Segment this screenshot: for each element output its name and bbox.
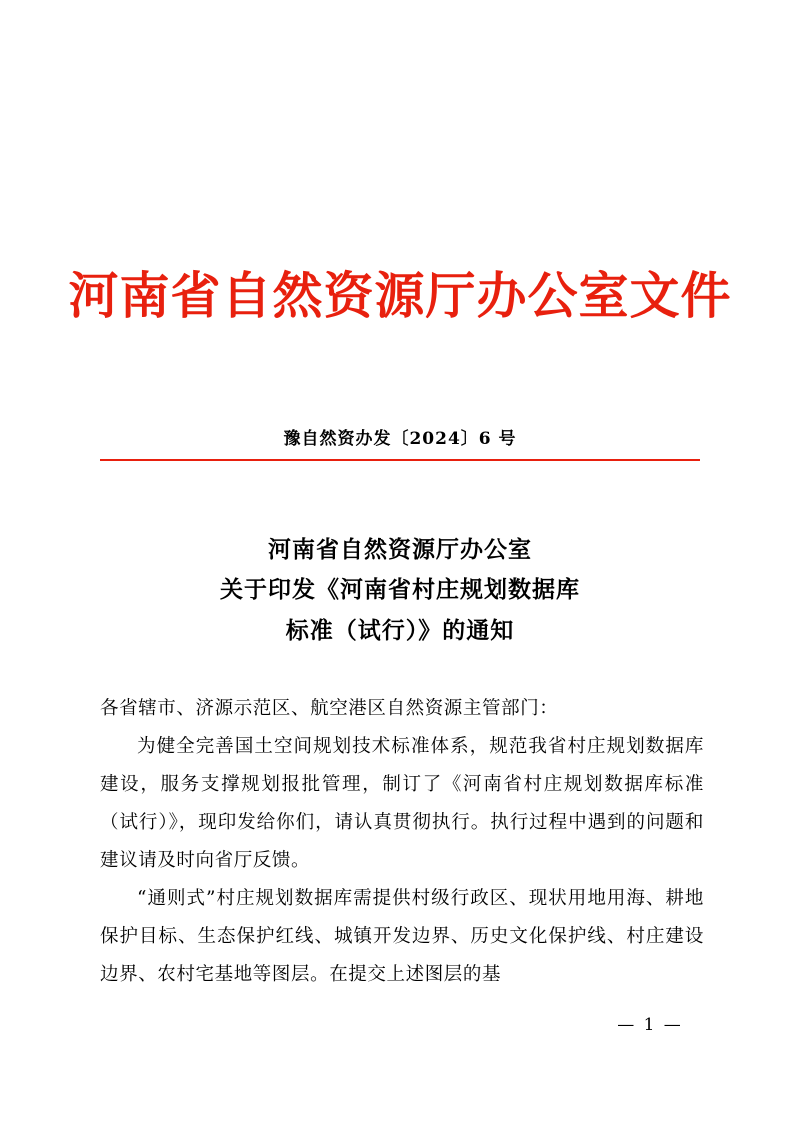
- red-separator-rule: [100, 459, 700, 461]
- document-masthead-title: 河南省自然资源厅办公室文件: [68, 266, 732, 325]
- page-number: — 1 —: [617, 1015, 683, 1035]
- title-line-2: 关于印发《河南省村庄规划数据库: [220, 576, 580, 604]
- title-line-1: 河南省自然资源厅办公室: [268, 536, 532, 563]
- title-line-3: 标准（试行）》的通知: [285, 616, 515, 644]
- recipient-line: 各省辖市、济源示范区、航空港区自然资源主管部门：: [100, 698, 559, 719]
- document-title-block: [100, 530, 700, 651]
- body-paragraph-1: 为健全完善国土空间规划技术标准体系，规范我省村庄规划数据库建设，服务支撑规划报批管理，制订了《河南省村庄规划数据库标准（试行）》，现印发给你们，请认真贯彻执行。执行过程中遇到的问题和建议请及时向省厅反馈。: [100, 736, 704, 871]
- body-paragraph-2: “通则式”村庄规划数据库需提供村级行政区、现状用地用海、耕地保护目标、生态保护红线、城镇开发边界、历史文化保护线、村庄建设边界、农村宅基地等图层。在提交上述图层的基: [100, 888, 704, 985]
- document-body: [100, 690, 704, 994]
- document-number: 豫自然资办发〔2024〕6 号: [283, 429, 517, 449]
